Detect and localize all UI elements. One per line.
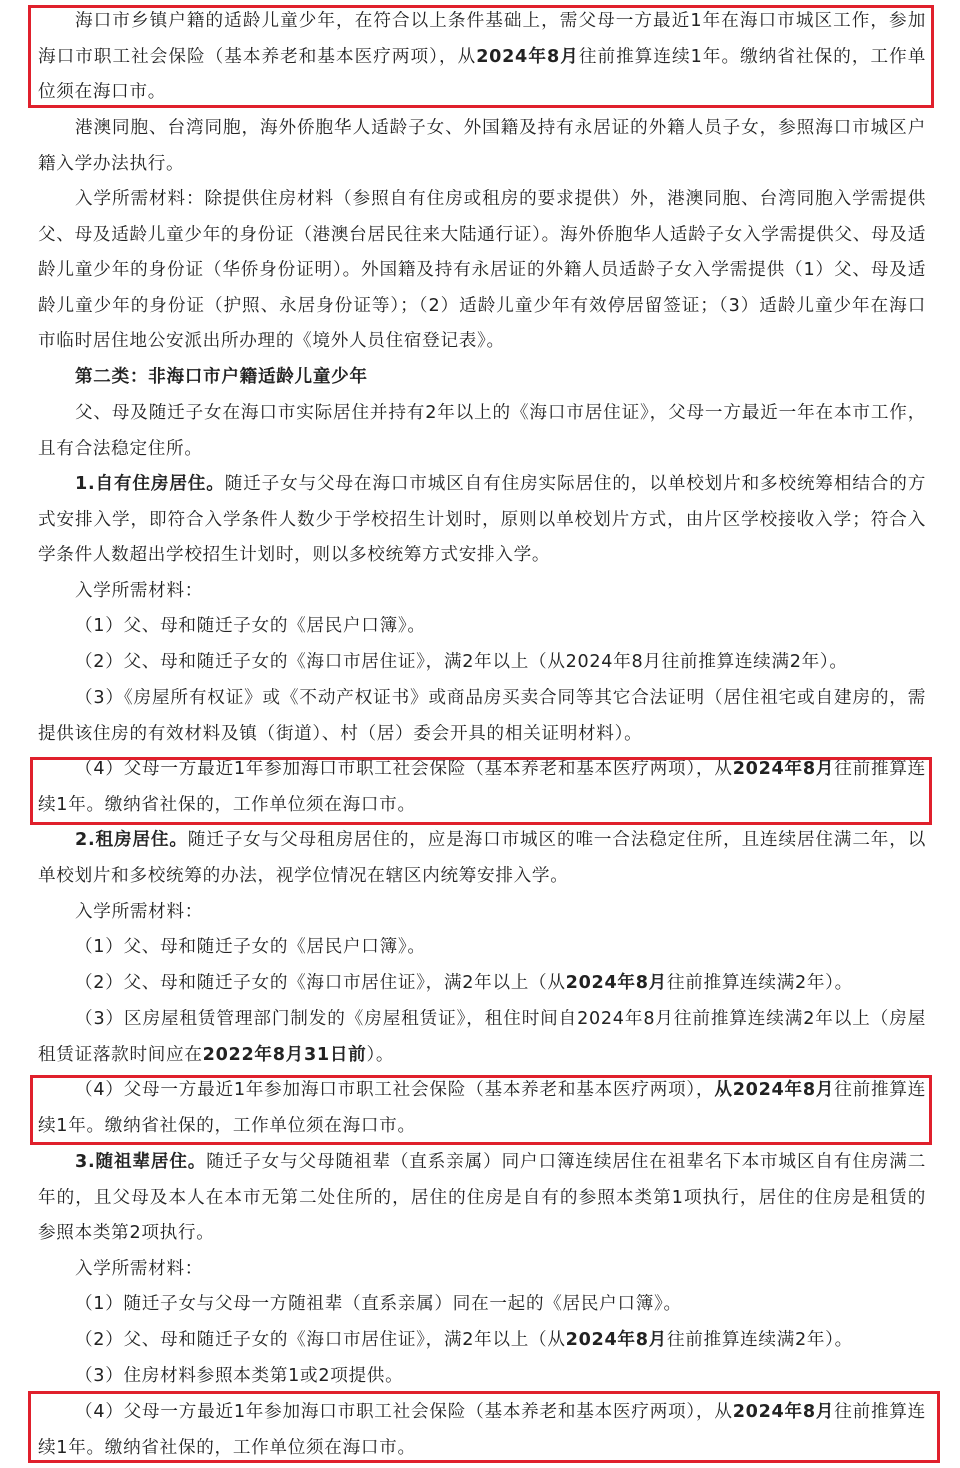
material-item-own-4: （4）父母一方最近1年参加海口市职工社会保险（基本养老和基本医疗两项），从2024年8月往前推算连续1年。缴纳省社保的，工作单位须在海口市。 <box>38 759 926 815</box>
material-item-rental-3: （3）区房屋租赁管理部门制发的《房屋租赁证》，租住时间自2024年8月往前推算连续满2年以上（房屋租赁证落款时间应在2022年8月31日前）。 <box>38 1009 926 1065</box>
material-item-own-1: （1）父、母和随迁子女的《居民户口簿》。 <box>75 616 426 636</box>
material-item-grand-4: （4）父母一方最近1年参加海口市职工社会保险（基本养老和基本医疗两项），从2024年8月往前推算连续1年。缴纳省社保的，工作单位须在海口市。 <box>38 1402 926 1458</box>
materials-label-grandparents: 入学所需材料： <box>75 1259 204 1279</box>
material-item-rental-2: （2）父、母和随迁子女的《海口市居住证》，满2年以上（从2024年8月往前推算连续满2年）。 <box>75 973 853 993</box>
paragraph-own-housing: 1.自有住房居住。随迁子女与父母在海口市城区自有住房实际居住的，以单校划片和多校统筹相结合的方式安排入学，即符合入学条件人数少于学校招生计划时，原则以单校划片方式，由片区学校接收入学；符合入学条件人数超出学校招生计划时，则以多校统筹方式安排入学。 <box>38 474 927 566</box>
material-item-grand-2: （2）父、母和随迁子女的《海口市居住证》，满2年以上（从2024年8月往前推算连续满2年）。 <box>75 1330 853 1350</box>
paragraph-hk-macao-taiwan: 港澳同胞、台湾同胞，海外侨胞华人适龄子女、外国籍及持有永居证的外籍人员子女，参照海口市城区户籍入学办法执行。 <box>38 118 926 174</box>
material-item-own-3: （3）《房屋所有权证》或《不动产权证书》或商品房买卖合同等其它合法证明（居住祖宅或自建房的，需提供该住房的有效材料及镇（街道）、村（居）委会开具的相关证明材料）。 <box>38 688 926 744</box>
material-item-rental-1: （1）父、母和随迁子女的《居民户口簿》。 <box>75 937 426 957</box>
section-heading-category-two: 第二类：非海口市户籍适龄儿童少年 <box>75 367 368 387</box>
paragraph-grandparents: 3.随祖辈居住。随迁子女与父母随祖辈（直系亲属）同户口簿连续居住在祖辈名下本市城区自有住房满二年的，且父母及本人在本市无第二处住所的，居住的住房是自有的参照本类第1项执行，居住的住房是租赁的参照本类第2项执行。 <box>38 1152 926 1244</box>
materials-label-rental: 入学所需材料： <box>75 902 204 922</box>
material-item-own-2: （2）父、母和随迁子女的《海口市居住证》，满2年以上（从2024年8月往前推算连续满2年）。 <box>75 652 848 672</box>
material-item-grand-1: （1）随迁子女与父母一方随祖辈（直系亲属）同在一起的《居民户口簿》。 <box>75 1294 682 1314</box>
paragraph-rental-housing: 2.租房居住。随迁子女与父母租房居住的，应是海口市城区的唯一合法稳定住所，且连续居住满二年，以单校划片和多校统筹的办法，视学位情况在辖区内统筹安排入学。 <box>38 830 926 886</box>
paragraph-required-materials-overseas: 入学所需材料：除提供住房材料（参照自有住房或租房的要求提供）外，港澳同胞、台湾同胞入学需提供父、母及适龄儿童少年的身份证（港澳台居民往来大陆通行证）。海外侨胞华人适龄子女入学需提供父、母及适龄儿童少年的身份证（华侨身份证明）。外国籍及持有永居证的外籍人员适龄子女入学需提供（1）父、母及适龄儿童少年的身份证（护照、永居身份证等）；（2）适龄儿童少年有效停居留签证；（3）适龄儿童少年在海口市临时居住地公安派出所办理的《境外人员住宿登记表》。 <box>38 189 926 352</box>
materials-label-own-housing: 入学所需材料： <box>75 581 204 601</box>
paragraph-category-two-intro: 父、母及随迁子女在海口市实际居住并持有2年以上的《海口市居住证》，父母一方最近一年在本市工作，且有合法稳定住所。 <box>38 403 926 459</box>
material-item-grand-3: （3）住房材料参照本类第1或2项提供。 <box>75 1366 404 1386</box>
paragraph-township-hukou: 海口市乡镇户籍的适龄儿童少年，在符合以上条件基础上，需父母一方最近1年在海口市城区工作，参加海口市职工社会保险（基本养老和基本医疗两项），从2024年8月往前推算连续1年。缴纳省社保的，工作单位须在海口市。 <box>38 11 926 103</box>
material-item-rental-4: （4）父母一方最近1年参加海口市职工社会保险（基本养老和基本医疗两项），从2024年8月往前推算连续1年。缴纳省社保的，工作单位须在海口市。 <box>38 1080 926 1136</box>
